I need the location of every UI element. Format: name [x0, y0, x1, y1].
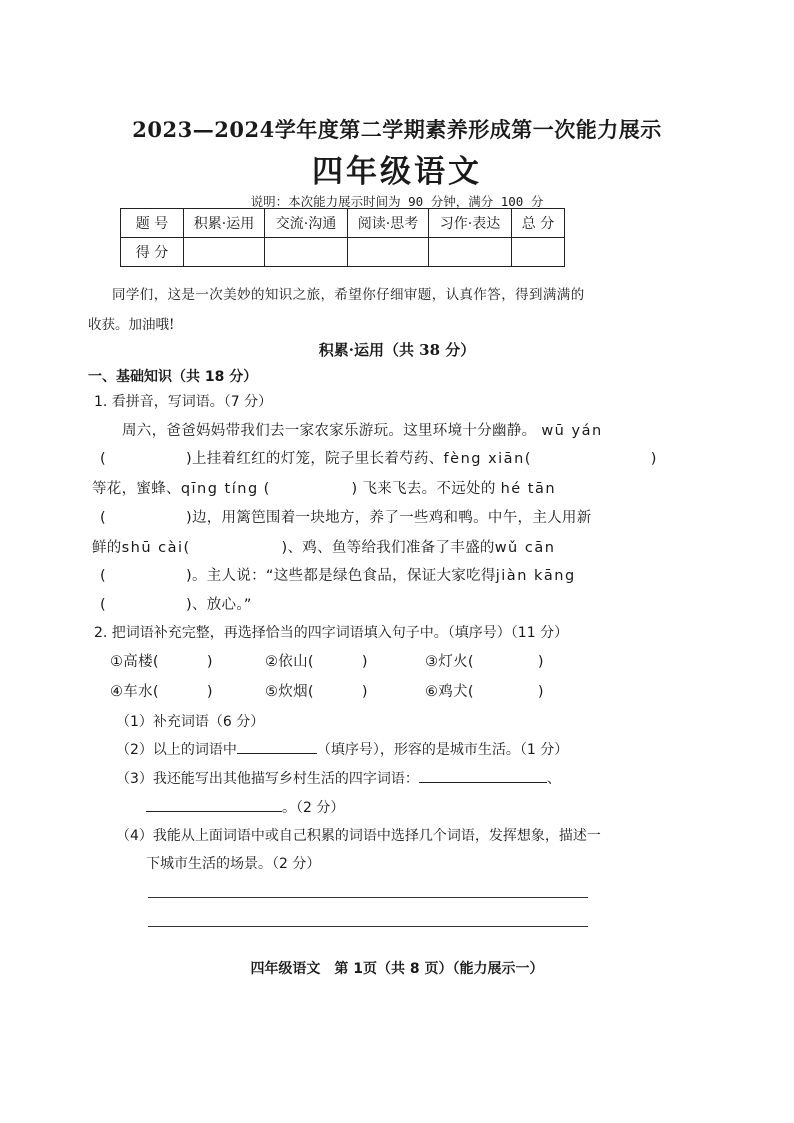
- q1-text: 上挂着红红的灯笼，院子里长着芍药、: [191, 451, 444, 467]
- score-table: [120, 208, 565, 267]
- q1-line-5: [92, 536, 555, 557]
- q2-word-item[interactable]: ①高楼( ): [110, 654, 213, 670]
- score-table-col: 总 分: [512, 209, 565, 238]
- q2-prompt: 2. 把词语补充完整，再选择恰当的四字词语填入句子中。（填序号）（11 分）: [94, 625, 569, 641]
- q2-word-item[interactable]: ④车水( ): [110, 684, 213, 700]
- pinyin: wū yán: [541, 423, 603, 439]
- q2-sub-3-cont: 。（2 分）: [146, 797, 344, 817]
- part-heading: 一、基础知识（共 18 分）: [88, 369, 258, 385]
- q1-line-6: [100, 564, 576, 585]
- pinyin: wǔ cān: [494, 540, 556, 556]
- q2-sub-1: （1）补充词语（6 分）: [116, 714, 265, 730]
- q1-line-2: [100, 447, 657, 468]
- pinyin: qīng tíng: [180, 481, 259, 497]
- score-table-row-label: 题 号: [121, 209, 184, 238]
- q1-line-1: [122, 419, 603, 440]
- answer-line[interactable]: [146, 797, 282, 812]
- q1-text: 、放心。”: [191, 597, 252, 613]
- q1-line-3: [92, 477, 556, 498]
- q2-sub-4-cont: 下城市生活的场景。（2 分）: [146, 856, 321, 872]
- answer-line[interactable]: [419, 768, 547, 783]
- score-cell[interactable]: [429, 238, 512, 267]
- q2-sub-3: （3）我还能写出其他描写乡村生活的四字词语： 、: [116, 768, 561, 788]
- pinyin: hé tān: [500, 481, 557, 497]
- score-table-score-row: [121, 238, 565, 267]
- answer-blank[interactable]: ( ): [100, 510, 192, 526]
- pinyin: fèng xiān: [443, 451, 525, 467]
- score-table-col: 阅读·思考: [348, 209, 429, 238]
- q1-prompt: 1. 看拼音，写词语。（7 分）: [94, 394, 273, 410]
- section-title: 积累·运用（共 38 分）: [318, 341, 476, 359]
- q2-word-item[interactable]: ⑥鸡犬( ): [425, 684, 544, 700]
- score-cell[interactable]: [184, 238, 265, 267]
- answer-blank[interactable]: ( ): [524, 451, 657, 467]
- q2-sub-2: （2）以上的词语中 （填序号），形容的是城市生活。（1 分）: [116, 739, 568, 759]
- q2-sub-4: （4）我能从上面词语中或自己积累的词语中选择几个词语，发挥想象，描述一: [116, 828, 601, 844]
- score-cell[interactable]: [348, 238, 429, 267]
- score-table-col: 积累·运用: [184, 209, 265, 238]
- q1-text: 、鸡、鱼等给我们准备了丰盛的: [287, 540, 495, 556]
- writing-line[interactable]: [148, 897, 588, 898]
- q1-text: 周六，爸爸妈妈带我们去一家农家乐游玩。这里环境十分幽静。: [122, 423, 537, 439]
- q1-text: 。主人说：“这些都是绿色食品，保证大家吃得: [191, 568, 496, 584]
- q2-word-item[interactable]: ⑤炊烟( ): [265, 684, 368, 700]
- answer-blank[interactable]: ( ): [100, 568, 192, 584]
- pinyin: shū cài: [121, 540, 184, 556]
- score-table-row-label: 得 分: [121, 238, 184, 267]
- q1-text: 鲜的: [92, 540, 122, 556]
- exam-title: 2023—2024学年度第二学期素养形成第一次能力展示: [132, 117, 662, 142]
- score-table-col: 交流·沟通: [265, 209, 348, 238]
- score-cell[interactable]: [265, 238, 348, 267]
- page-footer: 四年级语文 第 1页（共 8 页）（能力展示一）: [250, 961, 544, 977]
- intro-line-1: 同学们，这是一次美妙的知识之旅，希望你仔细审题，认真作答，得到满满的: [112, 287, 585, 303]
- answer-blank[interactable]: ( ): [100, 597, 192, 613]
- score-table-col: 习作·表达: [429, 209, 512, 238]
- pinyin: jiàn kāng: [495, 568, 576, 584]
- score-cell[interactable]: [512, 238, 565, 267]
- q1-text: 等花，蜜蜂、: [92, 481, 181, 497]
- answer-blank[interactable]: ( ): [183, 540, 288, 556]
- answer-blank[interactable]: ( ): [263, 481, 358, 497]
- answer-blank[interactable]: ( ): [100, 451, 192, 467]
- q1-line-4: [100, 506, 592, 527]
- q2-word-item[interactable]: ③灯火( ): [425, 654, 544, 670]
- answer-line[interactable]: [237, 739, 317, 754]
- q1-text: 边，用篱笆围着一块地方，养了一些鸡和鸭。中午，主人用新: [191, 510, 592, 526]
- score-table-header-row: [121, 209, 565, 238]
- q2-word-item[interactable]: ②依山( ): [265, 654, 368, 670]
- exam-subject: 四年级语文: [312, 154, 482, 190]
- q1-text: 飞来飞去。不远处的: [362, 481, 496, 497]
- exam-note: 说明：本次能力展示时间为 90 分钟，满分 100 分: [250, 194, 544, 209]
- writing-line[interactable]: [148, 926, 588, 927]
- q1-line-7: [100, 593, 252, 614]
- intro-line-2: 收获。加油哦!: [88, 317, 175, 333]
